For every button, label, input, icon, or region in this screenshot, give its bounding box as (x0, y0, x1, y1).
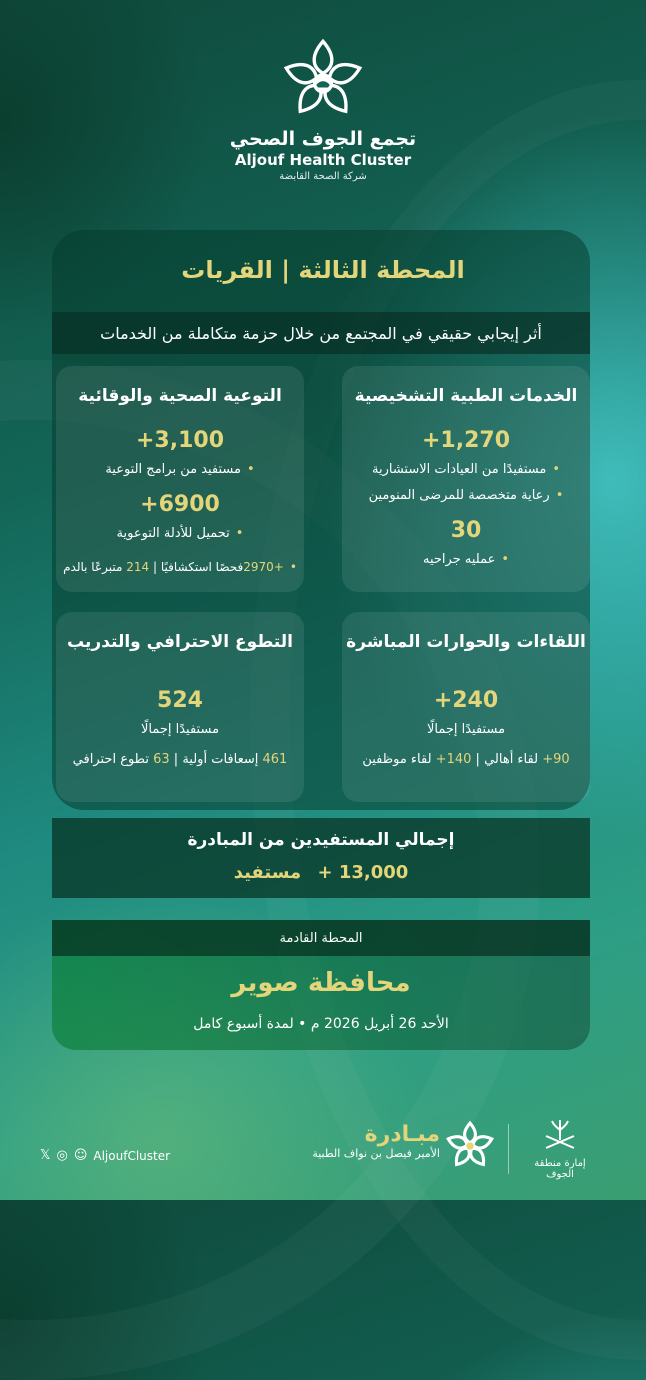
awareness-value-2: +6900 (140, 492, 220, 517)
snapchat-icon[interactable]: ☺ (73, 1148, 88, 1163)
total-value: + 13,000 (317, 862, 409, 883)
volunteering-box (56, 612, 304, 802)
total-title: إجمالي المستفيدين من المبادرة (187, 830, 455, 850)
awareness-title: التوعية الصحية والوقائية (78, 386, 282, 406)
awareness-num-a: +2970 (243, 560, 284, 574)
diagnostic-title: الخدمات الطبية التشخيصية (354, 386, 578, 406)
volunteer-value: 524 (157, 688, 203, 713)
initiative-block (290, 1122, 440, 1160)
bullet-icon: • (552, 462, 560, 477)
initiative-patron: الأمير فيصل بن نواف الطبية (312, 1147, 440, 1160)
meetings-txt-a: لقاء أهالي (484, 752, 539, 767)
emblem-text: إمارة منطقة الجوف (534, 1158, 586, 1180)
social-handle[interactable]: AljoufCluster (93, 1148, 171, 1163)
bullet-icon: • (501, 552, 510, 567)
station-title: المحطة الثالثة | القريات (181, 256, 465, 284)
next-station-box (52, 920, 590, 1050)
meetings-txt-b: لقاء موظفين (362, 752, 432, 767)
health-awareness-box (56, 366, 304, 592)
station-tagline (52, 312, 590, 354)
next-station-header (52, 920, 590, 956)
next-station-place: محافظة صوير (231, 968, 411, 998)
next-station-date: الأحد 26 أبريل 2026 م • لمدة أسبوع كامل (193, 1016, 449, 1032)
diagnostic-line-2: رعاية متخصصة للمرضى المنومين (368, 488, 550, 503)
bullet-icon: • (555, 488, 564, 503)
x-icon[interactable]: 𝕏 (40, 1148, 51, 1163)
meetings-line-1: مستفيدًا إجمالًا (426, 722, 506, 737)
bullet-icon: • (247, 462, 255, 477)
separator: | (152, 560, 158, 574)
diagnostic-services-box (342, 366, 590, 592)
bullet-icon: • (289, 560, 297, 574)
next-station-label: المحطة القادمة (279, 930, 363, 946)
initiative-name: مبـادرة (364, 1122, 440, 1147)
awareness-num-b: 214 (126, 560, 150, 574)
awareness-txt-b: متبرعًا بالدم (63, 560, 123, 574)
total-beneficiaries-box (52, 818, 590, 898)
org-name-ar: تجمع الجوف الصحي (229, 128, 417, 150)
separator: | (173, 752, 179, 767)
aljouf-star-logo-icon (281, 38, 365, 122)
awareness-line-2: تحميل للأدلة التوعوية (116, 526, 230, 541)
instagram-icon[interactable]: ◎ (56, 1148, 68, 1163)
meetings-value: +240 (433, 688, 499, 713)
saudi-emblem (520, 1118, 600, 1180)
org-name-en: Aljouf Health Cluster (234, 151, 412, 169)
volunteer-txt-b: تطوع احترافي (72, 752, 149, 767)
meetings-title: اللقاءات والحوارات المباشرة (346, 632, 586, 652)
bullet-icon: • (235, 526, 244, 541)
volunteer-num-a: 461 (262, 752, 288, 767)
awareness-txt-a: فحصًا استكشافيًا (160, 560, 244, 574)
meetings-box (342, 612, 590, 802)
volunteer-txt-a: إسعافات أولية (182, 752, 259, 767)
diagnostic-value-1: +1,270 (421, 428, 511, 453)
social-links (40, 1148, 170, 1163)
org-subtitle: شركة الصحة القابضة (279, 171, 367, 182)
awareness-value-1: +3,100 (135, 428, 225, 453)
cluster-logo (0, 38, 646, 182)
footer-divider (508, 1124, 509, 1174)
footer (0, 1110, 646, 1180)
saudi-emblem-icon (540, 1118, 580, 1152)
diagnostic-value-2: 30 (450, 518, 482, 543)
awareness-line-1: مستفيد من برامج التوعية (105, 462, 241, 477)
total-unit: مستفيد (233, 862, 302, 883)
meetings-num-b: 140+ (435, 752, 472, 767)
tagline-text: أثر إيجابي حقيقي في المجتمع من خلال حزمة متكاملة من الخدمات (100, 323, 542, 343)
meetings-num-a: 90+ (542, 752, 570, 767)
volunteer-title: التطوع الاحترافي والتدريب (67, 632, 293, 652)
volunteer-num-b: 63 (153, 752, 170, 767)
diagnostic-line-3: عمليه جراحيه (422, 552, 496, 567)
mubadara-star-logo-icon (444, 1120, 496, 1172)
volunteer-line-1: مستفيدًا إجمالًا (140, 722, 220, 737)
diagnostic-line-1: مستفيدًا من العيادات الاستشارية (372, 462, 547, 477)
separator: | (475, 752, 480, 767)
